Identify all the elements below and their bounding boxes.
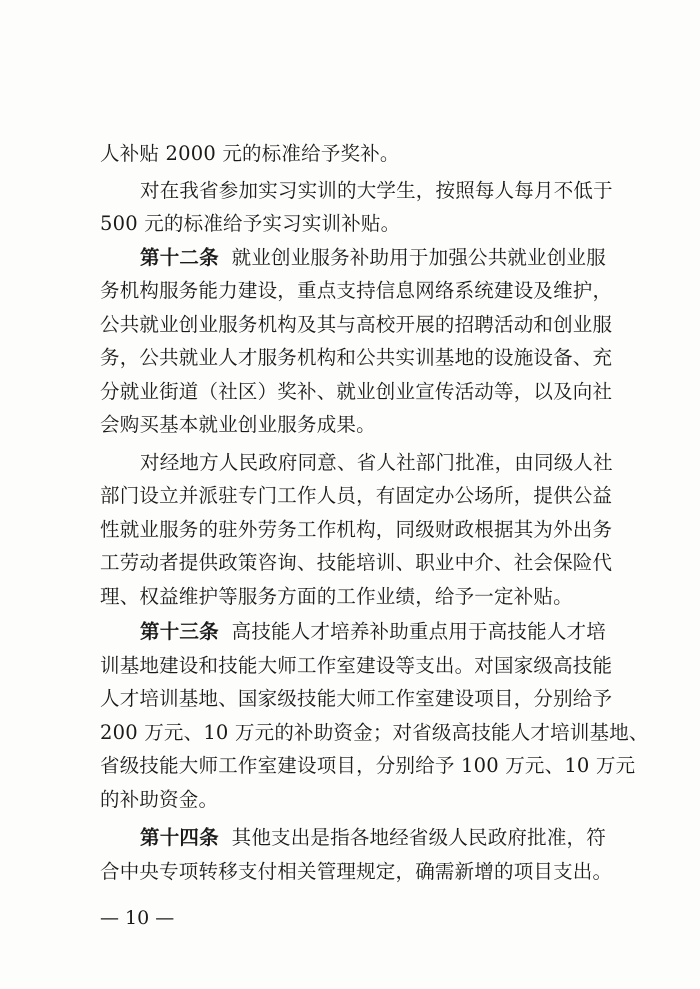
text-line: 的补助资金。 (100, 788, 219, 811)
text-line: 工劳动者提供政策咨询、技能培训、职业中介、社会保险代 (100, 551, 613, 574)
text-line: 训基地建设和技能大师工作室建设等支出。对国家级高技能 (100, 654, 613, 677)
article-line (140, 616, 606, 648)
text-line: 200 万元、10 万元的补助资金；对省级高技能人才培训基地、 (100, 721, 649, 744)
text-line: 会购买基本就业创业服务成果。 (100, 413, 376, 436)
article-label: 第十四条 (140, 826, 219, 849)
text-line: 理、权益维护等服务方面的工作业绩，给予一定补贴。 (100, 585, 573, 608)
text-line: 务，公共就业人才服务机构和公共实训基地的设施设备、充 (100, 346, 613, 369)
text-line: 对在我省参加实习实训的大学生，按照每人每月不低于 (140, 179, 613, 202)
text-line: 合中央专项转移支付相关管理规定，确需新增的项目支出。 (100, 860, 613, 883)
text-line: 性就业服务的驻外劳务工作机构，同级财政根据其为外出务 (100, 518, 613, 541)
text-line: 人补贴 2000 元的标准给予奖补。 (100, 142, 400, 165)
text-line: 分就业街道（社区）奖补、就业创业宣传活动等，以及向社 (100, 380, 613, 403)
text-line: 其他支出是指各地经省级人民政府批准，符 (231, 826, 606, 849)
text-line: 就业创业服务补助用于加强公共就业创业服 (231, 246, 606, 269)
text-line: 高技能人才培养补助重点用于高技能人才培 (231, 620, 606, 643)
text-line: 人才培训基地、国家级技能大师工作室建设项目，分别给予 (100, 687, 613, 710)
text-line: 务机构服务能力建设，重点支持信息网络系统建设及维护， (100, 279, 613, 302)
article-line (140, 822, 606, 854)
text-line: 公共就业创业服务机构及其与高校开展的招聘活动和创业服 (100, 313, 613, 336)
text-line: 省级技能大师工作室建设项目，分别给予 100 万元、10 万元 (100, 754, 636, 777)
text-line: 部门设立并派驻专门工作人员，有固定办公场所，提供公益 (100, 484, 613, 507)
article-label: 第十三条 (140, 620, 219, 643)
article-label: 第十二条 (140, 246, 219, 269)
article-line (140, 242, 606, 274)
text-line: 对经地方人民政府同意、省人社部门批准，由同级人社 (140, 451, 613, 474)
text-line: 500 元的标准给予实习实训补贴。 (100, 212, 401, 235)
page-number: — 10 — (100, 907, 175, 929)
